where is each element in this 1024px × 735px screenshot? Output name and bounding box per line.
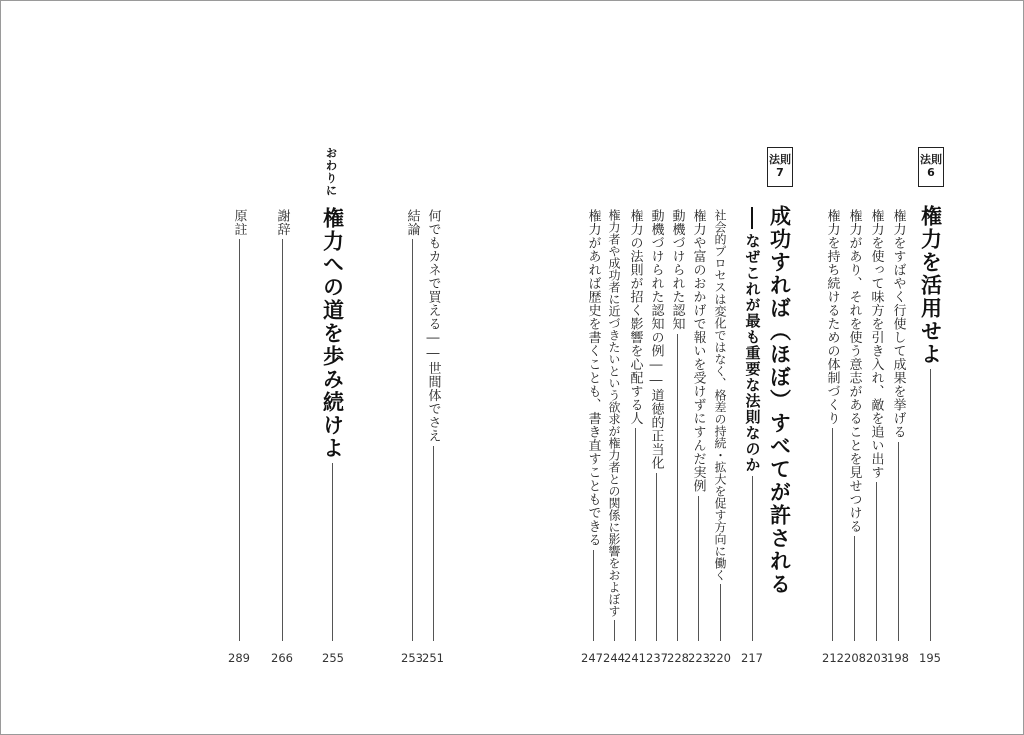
page-number: 266	[271, 651, 293, 665]
chapter-7-subtitle-text: なぜこれが最も重要な法則なのか	[743, 233, 762, 473]
toc-entry-text: 動機づけられた認知	[669, 209, 685, 331]
leader-line	[832, 428, 833, 641]
toc-entry-text: 社会的プロセスは変化ではなく、格差の持続・拡大を促す方向に働く	[713, 209, 727, 581]
page-number: 223	[688, 651, 710, 665]
toc-entry-text: 権力や富のおかげで報いを受けずにすんだ実例	[690, 209, 706, 493]
leader-line	[854, 536, 855, 641]
toc-entry-text: 結論	[404, 209, 420, 236]
afterword-title[interactable]	[317, 207, 347, 641]
page-number: 237	[646, 651, 668, 665]
leader-line	[752, 476, 753, 641]
toc-entry-text: 原註	[231, 209, 247, 236]
page-number: 289	[228, 651, 250, 665]
toc-entry[interactable]	[585, 209, 601, 641]
chapter-7-badge-number: 7	[776, 166, 784, 179]
leader-line	[239, 239, 240, 641]
toc-entry[interactable]	[824, 209, 840, 641]
page-number: 255	[322, 651, 344, 665]
toc-entry-text: 権力を持ち続けるための体制づくり	[824, 209, 840, 425]
chapter-7-title-text: 成功すれば（ほぼ）すべてが許される	[767, 205, 792, 596]
page-number: 220	[709, 651, 731, 665]
leader-line	[332, 463, 333, 641]
chapter-6-badge	[918, 147, 944, 187]
leader-line	[412, 239, 413, 641]
toc-entry[interactable]	[712, 209, 728, 641]
page-number: 208	[844, 651, 866, 665]
page-number: 195	[919, 651, 941, 665]
chapter-7-badge-word: 法則	[769, 153, 791, 167]
toc-entry[interactable]	[606, 209, 622, 641]
page-number: 228	[667, 651, 689, 665]
page-number: 203	[866, 651, 888, 665]
toc-entry-text: 権力をすばやく行使して成果を挙げる	[890, 209, 906, 439]
toc-entry-text: 権力があり、それを使う意志があることを見せつける	[846, 209, 862, 533]
toc-entry[interactable]	[868, 209, 884, 641]
page-number: 217	[741, 651, 763, 665]
chapter-7-subtitle[interactable]	[741, 207, 763, 641]
toc-entry[interactable]	[846, 209, 862, 641]
page-number: 241	[624, 651, 646, 665]
chapter-6-badge-word: 法則	[920, 153, 942, 167]
afterword-title-text: 権力への道を歩み続けよ	[320, 207, 345, 460]
leader-line	[677, 334, 678, 642]
toc-entry[interactable]	[890, 209, 906, 641]
chapter-6-badge-number: 6	[927, 166, 935, 179]
em-dash	[751, 207, 753, 229]
leader-line	[720, 584, 721, 641]
page-number: 244	[603, 651, 625, 665]
chapter-7-title[interactable]	[764, 205, 794, 641]
leader-line	[282, 239, 283, 641]
chapter-6-title-text: 権力を活用せよ	[918, 205, 943, 366]
toc-entry-text: 何でもカネで買える――世間体でさえ	[425, 209, 441, 443]
toc-entry[interactable]	[627, 209, 643, 641]
leader-line	[930, 369, 931, 641]
afterword-label: おわりに	[324, 147, 339, 197]
toc-entry-text: 権力者や成功者に近づきたいという欲求が権力者との関係に影響をおよぼす	[607, 209, 621, 617]
toc-entry-text: 謝辞	[274, 209, 290, 236]
page-number: 253	[401, 651, 423, 665]
page-number: 251	[422, 651, 444, 665]
leader-line	[433, 446, 434, 642]
leader-line	[898, 442, 899, 642]
leader-line	[614, 620, 615, 641]
conclusion-entry[interactable]	[404, 209, 420, 641]
toc-entry-text: 権力の法則が招く影響を心配する人	[627, 209, 643, 425]
toc-entry-text: 権力を使って味方を引き入れ、敵を追い出す	[868, 209, 884, 479]
leader-line	[635, 428, 636, 641]
leader-line	[698, 496, 699, 642]
toc-entry[interactable]	[648, 209, 664, 641]
acknowledgments-entry[interactable]	[274, 209, 290, 641]
toc-entry[interactable]	[690, 209, 706, 641]
notes-entry[interactable]	[231, 209, 247, 641]
toc-entry[interactable]	[669, 209, 685, 641]
page-number: 247	[581, 651, 603, 665]
leader-line	[876, 482, 877, 641]
page-number: 212	[822, 651, 844, 665]
conclusion-title[interactable]	[425, 209, 441, 641]
leader-line	[593, 550, 594, 642]
toc-entry-text: 動機づけられた認知の例――道徳的正当化	[648, 209, 664, 470]
chapter-7-badge	[767, 147, 793, 187]
leader-line	[656, 473, 657, 642]
chapter-6-title[interactable]	[915, 205, 945, 641]
page-number: 198	[887, 651, 909, 665]
toc-entry-text: 権力があれば歴史を書くことも、書き直すこともできる	[585, 209, 601, 547]
